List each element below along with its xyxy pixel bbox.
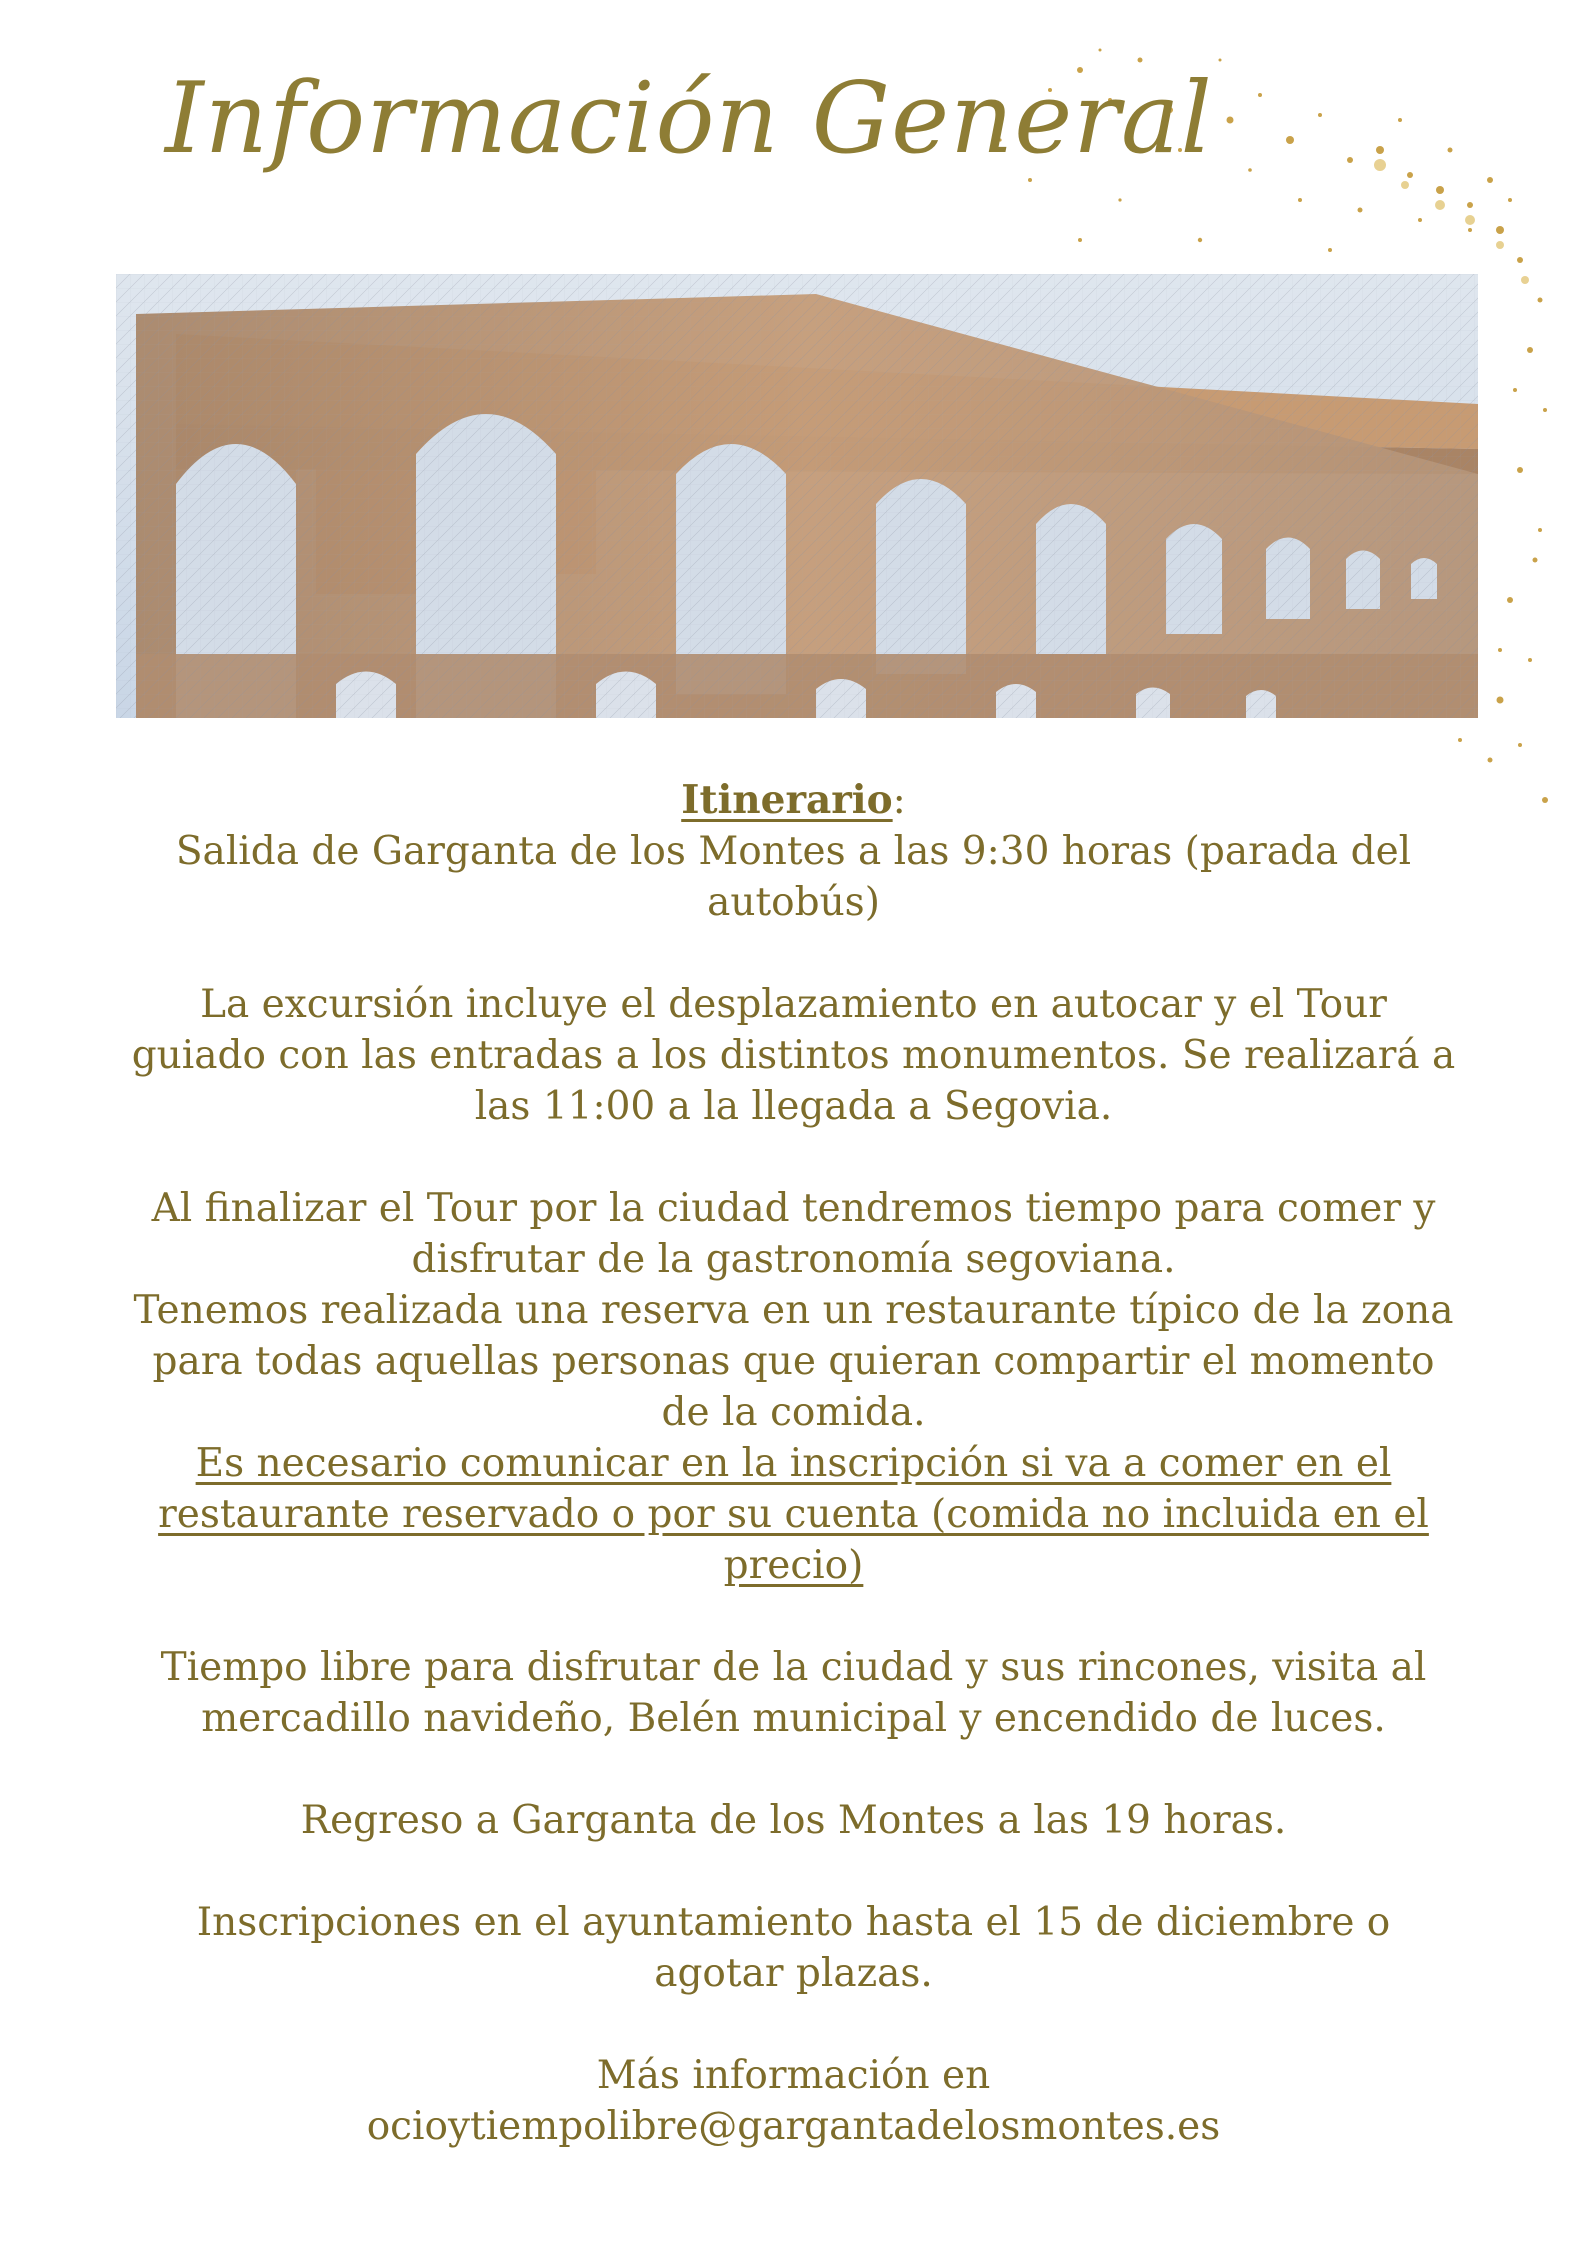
itinerary-heading-colon: : [892, 778, 906, 823]
itinerary-heading-line [130, 775, 1457, 826]
hero-image [116, 274, 1478, 718]
email-link[interactable]: ocioytiempolibre@gargantadelosmontes.es [366, 2104, 1221, 2149]
itinerary-section [130, 775, 1457, 2152]
lunch-note: Es necesario comunicar en la inscripción si va a comer en el restaurante reservado o por su cuenta (comida no incluida en el precio) [158, 1441, 1429, 1588]
lunch-text: Al finalizar el Tour por la ciudad tendremos tiempo para comer y disfrutar de la gastronomía segoviana. [151, 1186, 1436, 1282]
free-time-text: Tiempo libre para disfrutar de la ciudad y sus rincones, visita al mercadillo navideño, Belén municipal y encendido de luces. [160, 1645, 1427, 1741]
departure-text: Salida de Garganta de los Montes a las 9:30 horas (parada del autobús) [175, 829, 1412, 925]
page-title: Información General [165, 62, 1213, 176]
itinerary-heading: Itinerario [681, 777, 893, 823]
return-text: Regreso a Garganta de los Montes a las 19 horas. [300, 1798, 1287, 1843]
tour-text: La excursión incluye el desplazamiento en autocar y el Tour guiado con las entradas a los distintos monumentos. Se realizará a las 11:00 a la llegada a Segovia. [131, 982, 1456, 1129]
reservation-text: Tenemos realizada una reserva en un restaurante típico de la zona para todas aquellas personas que quieran compartir el momento de la comida. [133, 1288, 1454, 1435]
registration-text: Inscripciones en el ayuntamiento hasta el 15 de diciembre o agotar plazas. [196, 1900, 1391, 1996]
more-info-label: Más información en [596, 2053, 991, 2098]
